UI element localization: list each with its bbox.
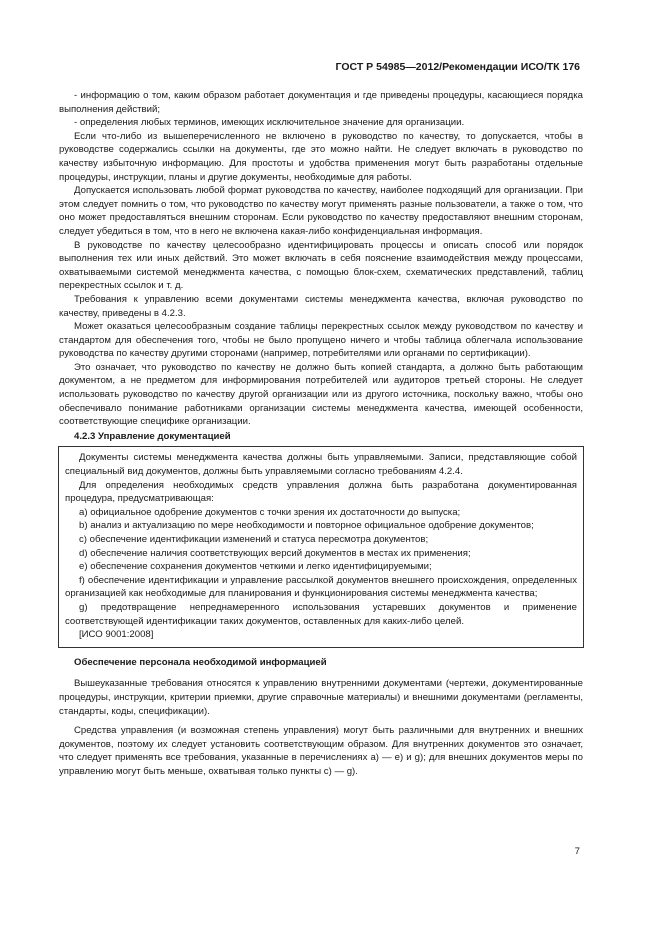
body-paragraph: В руководстве по качеству целесообразно идентифицировать процессы и описать способ или порядок выполнения тех или иных действий. Это может включать в себя пояснение взаимодействия между процессами, охватываемыми системой менеджмента качества, с помощью блок-схем, схематических представлений, таблиц перекрестных ссылок и т. д. [59,239,583,292]
body-paragraph: Вышеуказанные требования относятся к управлению внутренними документами (чертежи, документированные процедуры, инструкции, критерии приемки, другие справочные материалы) и внешними документами (регламенты, стандарты, коды, спецификации). [59,678,583,717]
body-paragraph: Допускается использовать любой формат руководства по качеству, наиболее подходящий для организации. При этом следует помнить о том, что руководство по качеству могут применять разные пользователи, а также о том, что оно может предоставляться внешним сторонам. Если руководство по качеству предоставляют внешним сторонам, следует убедиться в том, что в него не включена какая-либо конфиденциальная информация. [59,185,583,237]
body-paragraph: - информацию о том, каким образом работает документация и где приведены процедуры, касающиеся порядка выполнения действий; [59,90,583,115]
quote-list-item: b) анализ и актуализацию по мере необходимости и повторное официальное одобрение документов; [79,520,534,532]
quote-list-item: d) обеспечение наличия соответствующих версий документов в местах их применения; [79,547,471,559]
quote-list-item: g) предотвращение непреднамеренного использования устаревших документов и применение соответствующей идентификации таких документов, оставленных для каких-либо целей. [65,601,577,627]
body-paragraph: Может оказаться целесообразным создание таблицы перекрестных ссылок между руководством по качеству и стандартом для обеспечения того, чтобы не было пропущено ничего и чтобы таблица облегчала использование руководства по качеству другими сторонами (например, потребителями или органами по сертификации). [59,321,583,360]
quote-list-item: а) официальное одобрение документов с точки зрения их достаточности до выпуска; [79,506,461,518]
body-paragraph: - определения любых терминов, имеющих исключительное значение для организации. [74,117,465,129]
body-paragraph: Это означает, что руководство по качеству не должно быть копией стандарта, а должно быть работающим документом, а не предметом для информирования потребителей или аудиторов третьей стороны. Не следует использовать руководство по качеству другой организации или из другого источника, поскольку важно, чтобы оно обеспечивало понимание работниками организации системы менеджмента качества, имеющей особенности, соответствующие специфике организации. [59,361,583,428]
body-paragraph: Если что-либо из вышеперечисленного не включено в руководство по качеству, то допускается, чтобы в руководстве содержались ссылки на документы, где это можно найти. Не следует включать в руководство по качеству избыточную информацию. Для простоты и удобства применения могут быть разработаны отдельные процедуры, инструкции, планы и другие документы, необходимые для работы. [59,130,583,183]
subsection-heading: Обеспечение персонала необходимой информацией [74,656,327,668]
document-header: ГОСТ Р 54985—2012/Рекомендации ИСО/ТК 176 [335,61,580,73]
quote-list-item: f) обеспечение идентификации и управление рассылкой документов внешнего происхождения, определенных организацией как необходимые для планирования и функционирования системы менеджмента качества; [65,574,577,600]
quote-list-item: e) обеспечение сохранения документов четкими и легко идентифицируемыми; [79,561,432,573]
page-number: 7 [574,846,580,857]
body-paragraph: Требования к управлению всеми документами системы менеджмента качества, включая руководство по качеству, приведены в 4.2.3. [59,293,583,319]
body-paragraph: Средства управления (и возможная степень управления) могут быть различными для внутренних и внешних документов, поэтому их следует установить соответствующим образом. Для внутренних документов это означает, что следует применять все требования, указанные в перечислениях а) — e) и g); для внешних документов меры по управлению могут быть меньше, охватывая только пункты c) — g). [59,725,583,777]
page-body [59,89,583,779]
quote-paragraph: Для определения необходимых средств управления должна быть разработана документированная процедура, предусматривающая: [65,479,577,505]
quote-list-item: c) обеспечение идентификации изменений и статуса пересмотра документов; [79,534,429,545]
standard-reference: [ИСО 9001:2008] [79,629,154,641]
section-heading: 4.2.3 Управление документацией [74,430,231,442]
standard-quote-box [58,446,584,647]
quote-paragraph: Документы системы менеджмента качества должны быть управляемыми. Записи, представляющие собой специальный вид документов, должны быть управляемыми согласно требованиям 4.2.4. [65,452,577,478]
